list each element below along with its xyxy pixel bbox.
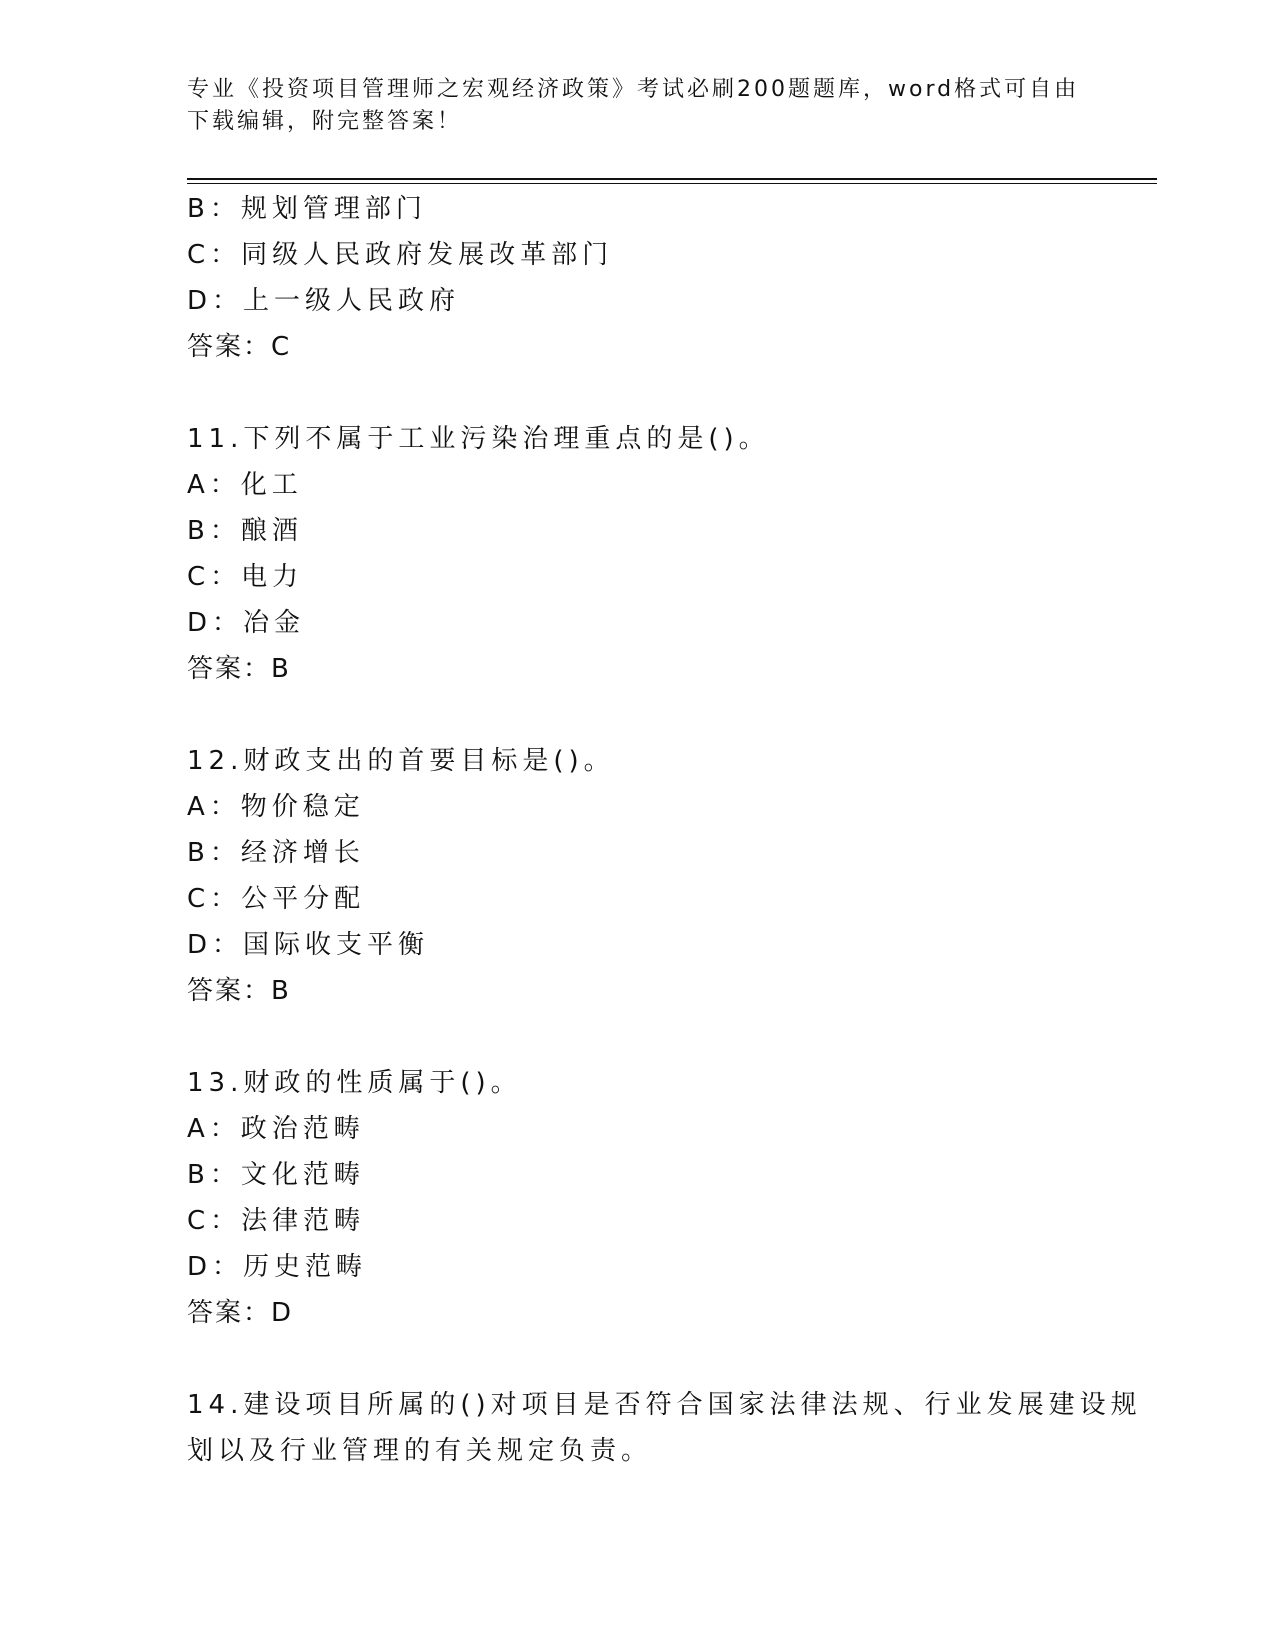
option-a: A：物价稳定 [187,792,365,822]
header-rule-thin [187,183,1157,184]
question-10-block [187,186,1157,370]
header-rule-thick [187,178,1157,180]
question-text: 11.下列不属于工业污染治理重点的是()。 [187,424,770,454]
option-d: D：上一级人民政府 [187,286,461,316]
answer: 答案：C [187,332,292,362]
option-c: C：法律范畴 [187,1206,366,1236]
option-d: D：冶金 [187,608,306,638]
question-text: 13.财政的性质属于()。 [187,1068,522,1098]
option-b: B：经济增长 [187,838,365,868]
spacer [187,370,1157,416]
option-c: C：同级人民政府发展改革部门 [187,240,614,270]
spacer [187,1014,1157,1060]
option-b: B：酿酒 [187,516,303,546]
header-line-2: 下载编辑，附完整答案！ [187,109,463,134]
question-14-block [187,1382,1157,1474]
answer: 答案：B [187,976,291,1006]
option-c: C：电力 [187,562,304,592]
question-text-line-1: 14.建设项目所属的()对项目是否符合国家法律法规、行业发展建设规 [187,1390,1142,1420]
question-text: 12.财政支出的首要目标是()。 [187,746,615,776]
document-header [187,74,1087,138]
document-body [187,186,1157,1474]
option-d: D：国际收支平衡 [187,930,430,960]
question-13-block [187,1060,1157,1336]
header-line-1: 专业《投资项目管理师之宏观经济政策》考试必刷200题题库，word格式可自由 [187,77,1080,102]
option-b: B：文化范畴 [187,1160,365,1190]
option-a: A：政治范畴 [187,1114,365,1144]
option-c: C：公平分配 [187,884,366,914]
option-b: B：规划管理部门 [187,194,427,224]
question-11-block [187,416,1157,692]
spacer [187,1336,1157,1382]
question-12-block [187,738,1157,1014]
question-text-line-2: 划以及行业管理的有关规定负责。 [187,1436,653,1466]
spacer [187,692,1157,738]
answer: 答案：D [187,1298,294,1328]
option-d: D：历史范畴 [187,1252,368,1282]
option-a: A：化工 [187,470,303,500]
answer: 答案：B [187,654,291,684]
